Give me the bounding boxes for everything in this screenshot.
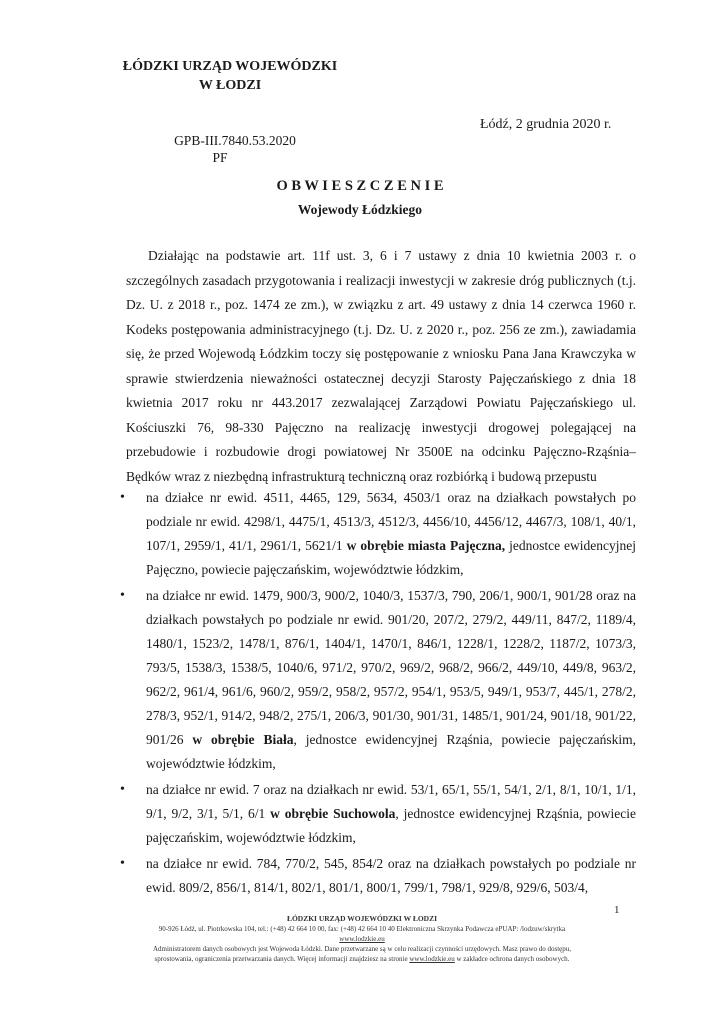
document-subtitle: Wojewody Łódzkiego <box>297 202 423 217</box>
bullet-icon: • <box>120 490 125 505</box>
parcel-text: na działce nr ewid. 4511, 4465, 129, 5634, 4503/1 oraz na działkach powstałych po podziale nr ewid. 4298/1, 4475/1, 4513/3, 4512/3, 4456/10, 4456/12, 4467/3, 108/1, 40/1, 107/1, 2959/1, 41/1, 2961/1, 5621/1 <box>146 490 636 553</box>
parcel-text-tail: , jednostce ewidencyjnej Rząśnia, powiecie pajęczańskim, województwie łódzkim, <box>146 806 636 845</box>
footer-title: ŁÓDZKI URZĄD WOJEWÓDZKI W ŁODZI <box>286 914 438 923</box>
parcel-text-tail: , jednostce ewidencyjnej Rząśnia, powiecie pajęczańskim, województwie łódzkim, <box>146 732 636 771</box>
footer-address: 90-926 Łódź, ul. Piotrkowska 104, tel.: (+48) 42 664 10 00, fax: (+48) 42 664 10 40 Elektroniczna Skrzynka Podawcza ePUAP: /lodzuw/skrytka <box>158 925 566 933</box>
bullet-icon: • <box>120 856 125 871</box>
footer <box>50 914 674 964</box>
footer-privacy-text: sprostowania, ograniczenia przetwarzania danych. Więcej informacji znajdziesz na stronie <box>154 955 410 963</box>
document-title: O B W I E S Z C Z E N I E <box>276 178 444 194</box>
office-name-line1: ŁÓDZKI URZĄD WOJEWÓDZKI <box>122 59 338 74</box>
parcel-area-bold: w obrębie Biała <box>192 732 294 747</box>
office-name-line2: W ŁODZI <box>198 78 262 93</box>
footer-privacy-line1: Administratorem danych osobowych jest Wojewoda Łódzki. Dane przetwarzane są w celu realizacji czynności urzędowych. Masz prawo do dostępu, <box>153 945 571 953</box>
parcel-area-bold: w obrębie miasta Pajęczna, <box>346 538 506 553</box>
body-paragraph-text: Działając na podstawie art. 11f ust. 3, 6 i 7 ustawy z dnia 10 kwietnia 2003 r. o szczególnych zasadach przygotowania i realizacji inwestycji w zakresie dróg publicznych (t.j. Dz. U. z 2018 r., poz. 1474 ze zm.), w związku z art. 49 ustawy z dnia 14 czerwca 1960 r. Kodeks postępowania administracyjnego (t.j. Dz. U. z 2020 r., poz. 256 ze zm.), zawiadamia się, że przed Wojewodą Łódzkim toczy się postępowanie z wniosku Pana Jana Krawczyka w sprawie stwierdzenia nieważności ostatecznej decyzji Starosty Pajęczańskiego z dnia 18 kwietnia 2017 roku nr 443.2017 zezwalającej Zarządowi Powiatu Pajęczańskiego ul. Kościuszki 76, 98-330 Pajęczno na realizację inwestycji drogowej polegającej na przebudowie i rozbudowie drogi powiatowej Nr 3500E na odcinku Pajęczno-Rząśnia–Będków wraz z niezbędną infrastrukturą techniczną oraz rozbiórką i budową przepustu <box>126 248 636 484</box>
parcel-text-tail: jednostce ewidencyjnej Pajęczno, powiecie pajęczańskim, województwie łódzkim, <box>146 538 636 577</box>
parcel-area-bold: w obrębie Suchowola <box>270 806 396 821</box>
footer-website-link[interactable]: www.lodzkie.eu <box>339 935 385 943</box>
parcel-text: na działce nr ewid. 1479, 900/3, 900/2, 1040/3, 1537/3, 790, 206/1, 900/1, 901/28 oraz na działkach powstałych po podziale nr ewid. 901/20, 207/2, 279/2, 449/11, 847/2, 1189/4, 1480/1, 1523/2, 1478/1, 876/1, 1404/1, 1470/1, 846/1, 1228/1, 1228/2, 1187/2, 1073/3, 793/5, 1538/3, 1538/5, 1040/6, 971/2, 970/2, 969/2, 968/2, 966/2, 449/10, 449/8, 963/2, 962/2, 961/4, 961/6, 960/2, 959/2, 958/2, 957/2, 954/1, 953/5, 949/1, 953/7, 445/1, 278/2, 278/3, 952/1, 914/2, 948/2, 275/1, 206/3, 901/30, 901/31, 1485/1, 901/24, 901/18, 901/22, 901/26 <box>146 588 636 747</box>
place-date: Łódź, 2 grudnia 2020 r. <box>480 117 612 132</box>
parcel-list-item <box>120 778 636 850</box>
footer-privacy-tail: w zakładce ochrona danych osobowych. <box>454 955 570 963</box>
parcel-list-item <box>120 852 636 900</box>
case-number: GPB-III.7840.53.2020 <box>174 133 296 148</box>
case-initials: PF <box>212 150 228 165</box>
body-paragraph <box>126 244 636 489</box>
bullet-icon: • <box>120 588 125 603</box>
parcel-list-item <box>120 486 636 582</box>
parcel-list <box>120 486 636 902</box>
parcel-list-item <box>120 584 636 776</box>
parcel-text: na działce nr ewid. 784, 770/2, 545, 854/2 oraz na działkach powstałych po podziale nr ewid. 809/2, 856/1, 814/1, 802/1, 801/1, 800/1, 799/1, 798/1, 929/8, 929/6, 503/4, <box>146 856 636 895</box>
footer-privacy-link[interactable]: www.lodzkie.eu <box>409 955 455 963</box>
parcel-text: na działce nr ewid. 7 oraz na działkach nr ewid. 53/1, 65/1, 55/1, 54/1, 2/1, 8/1, 10/1, 1/1, 9/1, 9/2, 3/1, 5/1, 6/1 <box>146 782 636 821</box>
page-number: 1 <box>614 904 620 916</box>
bullet-icon: • <box>120 782 125 797</box>
footer-privacy-line2 <box>50 954 674 964</box>
